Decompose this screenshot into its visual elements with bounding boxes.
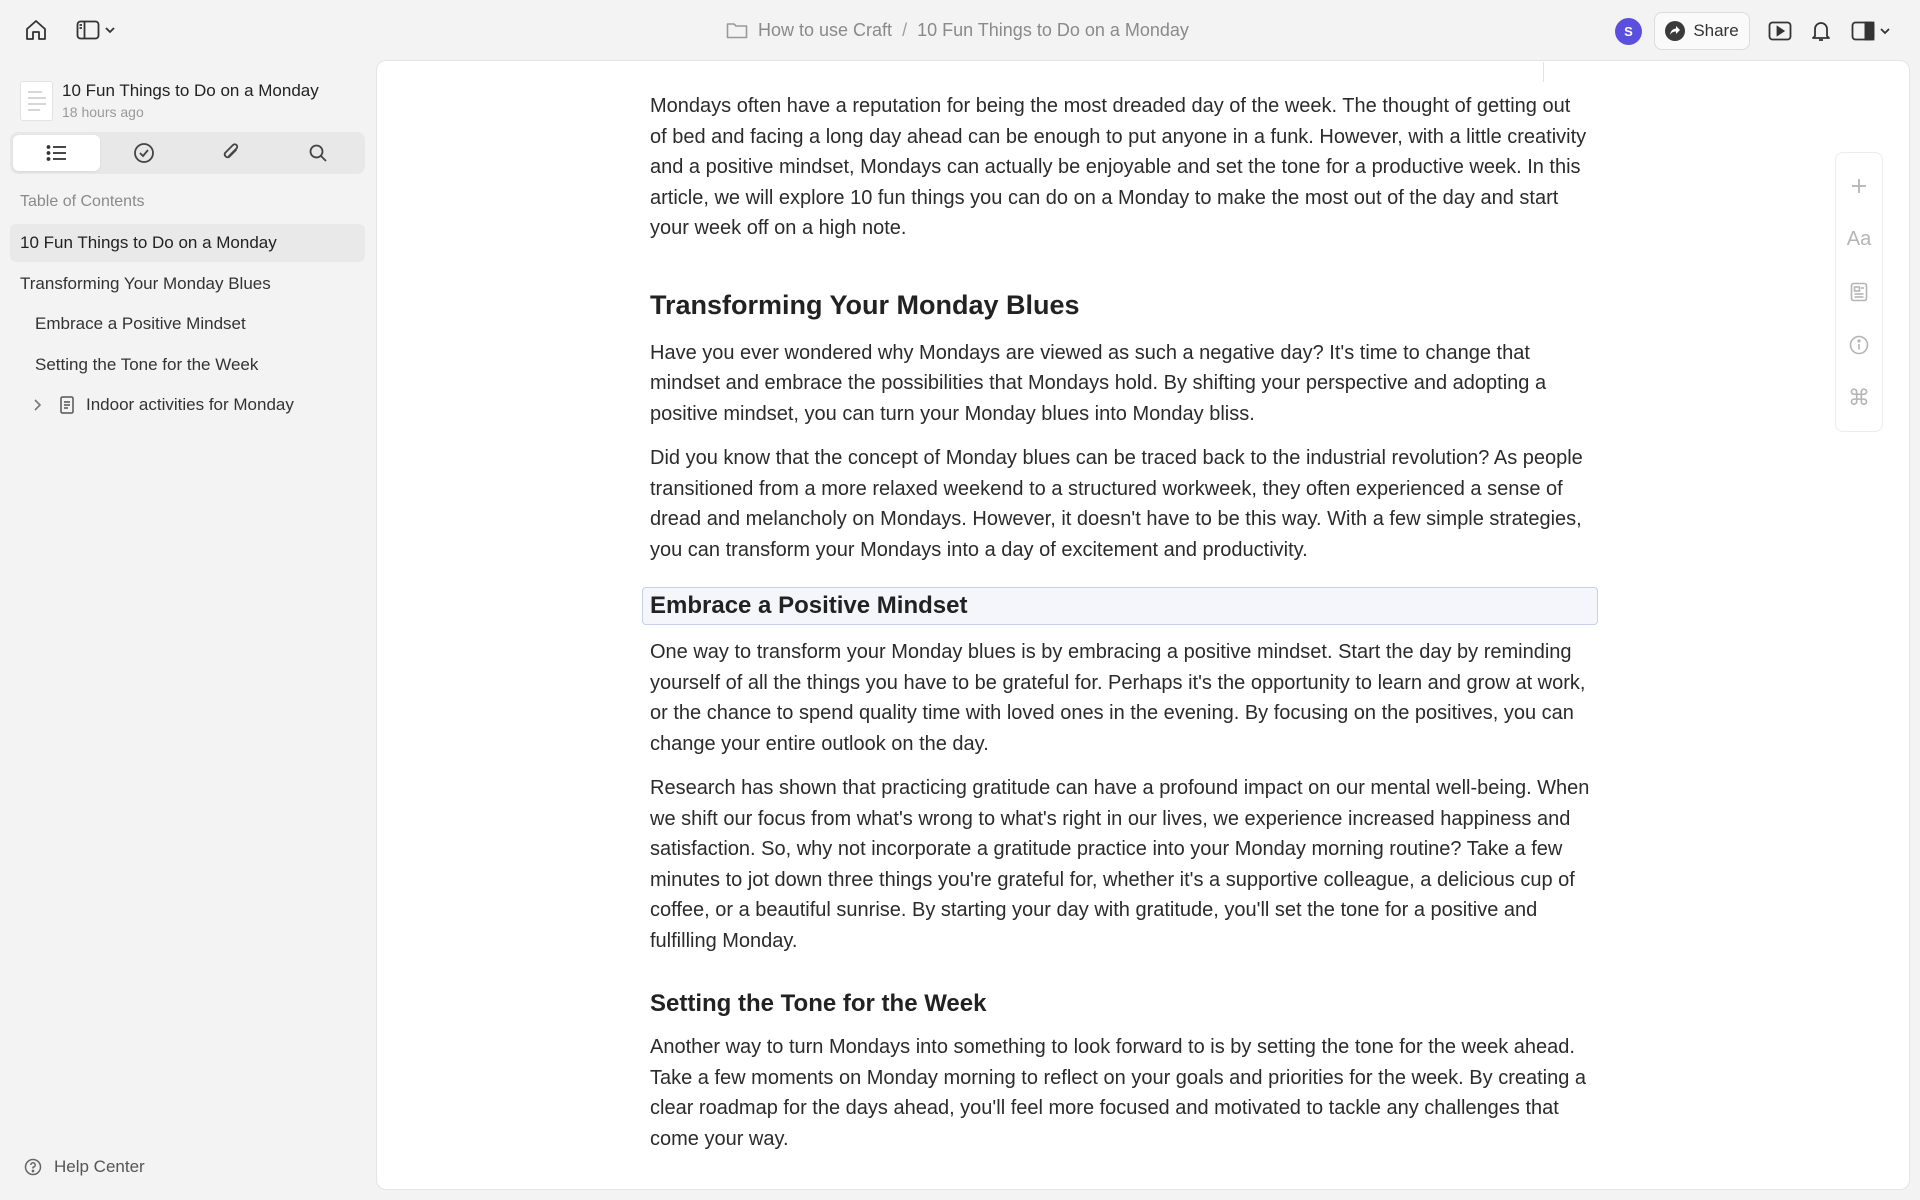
toc-item-setting-tone[interactable] — [10, 346, 365, 384]
home-icon — [24, 18, 48, 42]
bell-icon — [1811, 20, 1831, 42]
sidebar — [0, 60, 370, 1200]
avatar[interactable]: S — [1615, 18, 1642, 45]
document-canvas — [376, 60, 1910, 1190]
document-timestamp: 18 hours ago — [62, 104, 144, 120]
present-button[interactable] — [1766, 18, 1794, 44]
tab-search[interactable] — [275, 135, 362, 171]
toc-item-label: 10 Fun Things to Do on a Monday — [20, 233, 277, 252]
toc-item-label: Indoor activities for Monday — [86, 395, 294, 414]
tab-tasks[interactable] — [100, 135, 187, 171]
breadcrumb — [726, 18, 1189, 42]
card-style-button[interactable] — [1836, 272, 1882, 312]
heading-setting-tone[interactable]: Setting the Tone for the Week — [650, 990, 987, 1017]
share-button[interactable] — [1654, 12, 1750, 50]
command-icon: ⌘ — [1848, 385, 1870, 410]
breadcrumb-separator: / — [902, 19, 908, 40]
paragraph-embrace-1[interactable]: One way to transform your Monday blues is by embracing a positive mindset. Start the day by reminding yourself of all the things you have to be grateful for. Perhaps it's the opportunity to learn and grow at work, or the chance to spend quality time with loved ones in the evening. By focusing on the positives, you can change your entire outlook on the day. — [650, 641, 1586, 755]
toc-item-fun-things[interactable] — [10, 224, 365, 262]
sidebar-toggle-button[interactable] — [72, 16, 120, 44]
heading-transforming[interactable]: Transforming Your Monday Blues — [650, 289, 1080, 320]
text-style-icon: Aa — [1846, 227, 1872, 250]
home-button[interactable] — [20, 16, 52, 44]
top-bar — [0, 0, 1920, 60]
search-icon — [308, 143, 328, 163]
right-toolbar — [1835, 152, 1883, 432]
sidebar-tabs — [10, 132, 365, 174]
toc-item-label: Embrace a Positive Mindset — [35, 314, 246, 333]
document-content — [650, 91, 1590, 1168]
toc-item-label: Setting the Tone for the Week — [35, 355, 259, 374]
paragraph-intro[interactable]: Mondays often have a reputation for being the most dreaded day of the week. The thought of getting out of bed and facing a long day ahead can be enough to put anyone in a funk. However, with a little creativity and a positive mindset, Mondays can actually be enjoyable and set the tone for a productive week. In this article, we will explore 10 fun things you can do on a Monday to make the most out of the day and start your week off on a high note. — [650, 95, 1587, 239]
check-circle-icon — [133, 142, 155, 164]
folder-icon — [726, 21, 748, 39]
paragraph-tone-1[interactable]: Another way to turn Mondays into something to look forward to is by setting the tone for the week ahead. Take a few moments on Monday morning to reflect on your goals and priorities for the week. By creating a clear roadmap for the days ahead, you'll feel more focused and motivated to tackle any challenges that come your way. — [650, 1036, 1587, 1150]
share-icon — [1665, 21, 1685, 41]
chevron-down-icon — [1879, 27, 1891, 35]
info-icon — [1849, 335, 1869, 355]
tab-attachments[interactable] — [188, 135, 275, 171]
tab-table-of-contents[interactable] — [13, 135, 100, 171]
list-icon — [46, 144, 68, 162]
toc-heading: Table of Contents — [20, 193, 145, 210]
help-icon — [24, 1158, 42, 1176]
plus-icon — [1850, 177, 1868, 195]
chevron-down-icon — [104, 26, 116, 34]
share-label: Share — [1693, 21, 1739, 40]
right-panel-toggle-button[interactable] — [1846, 17, 1896, 45]
paragraph-transforming-1[interactable]: Have you ever wondered why Mondays are viewed as such a negative day? It's time to change that mindset and embrace the possibilities that Mondays hold. By shifting your perspective and adopting a positive mindset, you can turn your Monday blues into Monday bliss. — [650, 341, 1547, 425]
paperclip-icon — [221, 142, 241, 164]
chevron-right-icon[interactable] — [32, 398, 46, 412]
paragraph-transforming-2[interactable]: Did you know that the concept of Monday blues can be traced back to the industrial revolution? As people transitioned from a more relaxed weekend to a structured workweek, they often experienced a sense of dread and melancholy on Mondays. However, it doesn't have to be this way. With a few simple strategies, you can transform your Mondays into a day of excitement and productivity. — [650, 447, 1583, 561]
play-icon — [1768, 21, 1792, 41]
toc-item-embrace[interactable] — [10, 305, 365, 343]
toc-item-label: Transforming Your Monday Blues — [20, 274, 271, 293]
panel-icon — [1851, 21, 1875, 41]
breadcrumb-document[interactable]: 10 Fun Things to Do on a Monday — [917, 19, 1189, 40]
help-center-label: Help Center — [54, 1157, 145, 1176]
shortcuts-button[interactable] — [1836, 378, 1882, 418]
document-card[interactable] — [20, 70, 360, 120]
toc-item-indoor-activities[interactable] — [10, 386, 365, 424]
notifications-button[interactable] — [1808, 17, 1834, 45]
add-block-button[interactable] — [1836, 166, 1882, 206]
document-title: 10 Fun Things to Do on a Monday — [62, 81, 319, 100]
heading-embrace-selected[interactable]: Embrace a Positive Mindset — [642, 587, 1598, 625]
info-button[interactable] — [1836, 325, 1882, 365]
card-icon — [1850, 282, 1868, 302]
divider — [1543, 62, 1544, 82]
help-center-link[interactable] — [24, 1157, 145, 1177]
document-thumbnail — [20, 81, 53, 121]
sidebar-icon — [76, 20, 100, 40]
text-style-button[interactable] — [1836, 219, 1882, 259]
paragraph-embrace-2[interactable]: Research has shown that practicing gratitude can have a profound impact on our mental well-being. When we shift our focus from what's wrong to what's right in our lives, we experience increased happiness and satisfaction. So, why not incorporate a gratitude practice into your Monday morning routine? Take a few minutes to jot down three things you're grateful for, whether it's a supportive colleague, a delicious cup of coffee, or a beautiful sunrise. By starting your day with gratitude, you'll set the tone for a positive and fulfilling Monday. — [650, 777, 1590, 952]
toc-item-transforming[interactable] — [10, 265, 365, 303]
page-icon — [60, 396, 74, 414]
breadcrumb-folder[interactable]: How to use Craft — [758, 19, 893, 40]
